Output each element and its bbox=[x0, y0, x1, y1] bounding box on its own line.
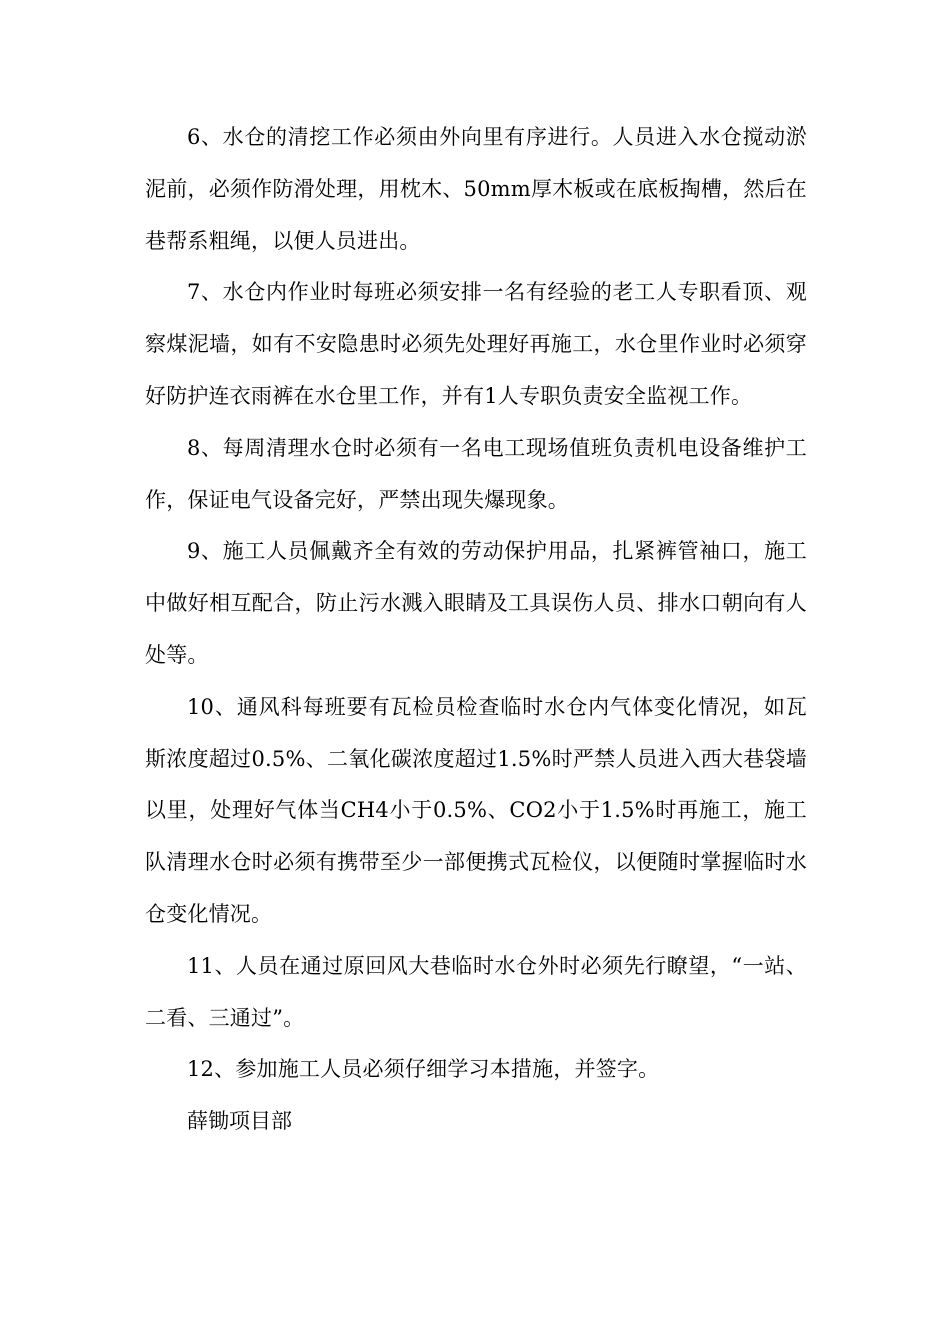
paragraph-item-9: 9、施工人员佩戴齐全有效的劳动保护用品，扎紧裤管袖口，施工中做好相互配合，防止污水溅入眼睛及工具误伤人员、排水口朝向有人处等。 bbox=[145, 539, 807, 667]
paragraph-item-10: 10、通风科每班要有瓦检员检查临时水仓内气体变化情况，如瓦斯浓度超过0.5%、二氧化碳浓度超过1.5%时严禁人员进入西大巷袋墙以里，处理好气体当CH4小于0.5%、CO2小于1.5%时再施工，施工队清理水仓时必须有携带至少一部便携式瓦检仪，以便随时掌握临时水仓变化情况。 bbox=[145, 694, 807, 926]
paragraph-item-8: 8、每周清理水仓时必须有一名电工现场值班负责机电设备维护工作，保证电气设备完好，严禁出现失爆现象。 bbox=[145, 435, 807, 512]
signature-department: 薛锄项目部 bbox=[187, 1109, 292, 1134]
document-body bbox=[145, 112, 807, 1148]
paragraph-item-12: 12、参加施工人员必须仔细学习本措施，并签字。 bbox=[187, 1057, 660, 1082]
paragraph-item-6: 6、水仓的清挖工作必须由外向里有序进行。人员进入水仓搅动淤泥前，必须作防滑处理，用枕木、50mm厚木板或在底板掏槽，然后在巷帮系粗绳，以便人员进出。 bbox=[145, 125, 807, 253]
paragraph-item-7: 7、水仓内作业时每班必须安排一名有经验的老工人专职看顶、观察煤泥墙，如有不安隐患时必须先处理好再施工，水仓里作业时必须穿好防护连衣雨裤在水仓里工作，并有1人专职负责安全监视工作。 bbox=[145, 280, 807, 408]
paragraph-item-11: 11、人员在通过原回风大巷临时水仓外时必须先行瞭望，“一站、二看、三通过”。 bbox=[145, 953, 807, 1030]
